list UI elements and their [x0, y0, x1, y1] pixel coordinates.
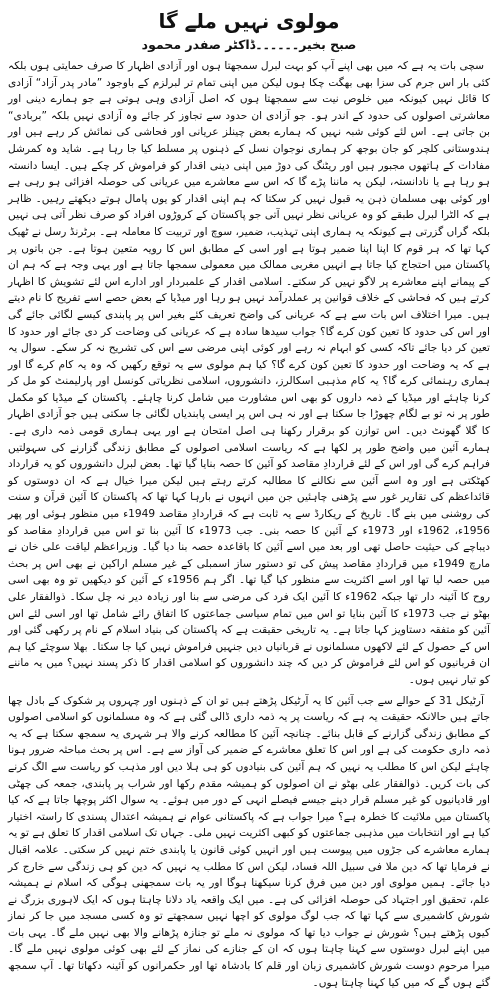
article-byline: صبح بخیر۔۔۔۔۔۔ڈاکٹر صفدر محمود [141, 37, 357, 52]
article-title: مولوی نہیں ملے گا [158, 9, 340, 33]
article-paragraph: آرٹیکل 31 کے حوالے سے جب آئین کا یہ آرٹیکل پڑھتے ہیں تو ان کے ذہنوں اور چہروں پر شکوک کے بادل چھا جاتے ہیں حالانکہ حقیقت یہ ہے کہ ریاست پر یہ ذمہ داری ڈالی گئی ہے کہ وہ مسلمانوں کو اسلامی اصولوں کے مطابق زندگی گزارنے کے قابل بنائے۔ چنانچہ آئین کا مطالعہ کرنے والا ہر شہری یہ سمجھ سکتا ہے کہ یہ ذمہ داری حکومت کی ہے اور اس کا تعلق معاشرے کے ضمیر کی آواز سے ہے۔ اس پر بحث مباحثہ ضرور ہونا چاہئے لیکن اس کا مطلب یہ نہیں کہ ہم آئین کی بنیادوں کو ہی ہلا دیں اور مذہب کو ریاست سے الگ کرنے کی بات کریں۔ ذوالفقار علی بھٹو نے ان اصولوں کو ہمیشہ مقدم رکھا اور شراب پر پابندی، جمعہ کی چھٹی اور قادیانیوں کو غیر مسلم قرار دینے جیسے فیصلے انہی کے دور میں ہوئے۔ یہ سوال اکثر پوچھا جاتا ہے کہ کیا پاکستان میں ملائیت کا خطرہ ہے؟ میرا جواب ہے کہ پاکستانی عوام نے ہمیشہ اعتدال پسندی کا راستہ اختیار کیا ہے اور انتخابات میں مذہبی جماعتوں کو کبھی اکثریت نہیں ملی۔ جہاں تک اسلامی اقدار کا تعلق ہے تو یہ ہمارے معاشرے کی جڑوں میں پیوست ہیں اور انہیں کوئی قانون یا پابندی ختم نہیں کر سکتی۔ علامہ اقبال نے فرمایا تھا کہ دین ملا فی سبیل اللہ فساد، لیکن اس کا مطلب یہ نہیں کہ دین کو ہی زندگی سے خارج کر دیا جائے۔ ہمیں مولوی اور دین میں فرق کرنا سیکھنا ہوگا اور یہ بات سمجھنی ہوگی کہ اسلام نے ہمیشہ علم، تحقیق اور اجتہاد کی حوصلہ افزائی کی ہے۔ میں ایک واقعہ یاد دلانا چاہتا ہوں کہ ایک لاہوری بزرگ نے شورش کاشمیری سے کہا تھا کہ جب لوگ مولوی کو اچھا نہیں سمجھتے تو وہ کسی مسجد میں جا کر نماز کیوں پڑھتے ہیں؟ شورش نے جواب دیا تھا کہ مولوی نہ ملے تو جنازہ پڑھانے والا بھی نہیں ملے گا۔ یہی بات میں اپنے لبرل دوستوں سے کہنا چاہتا ہوں کہ ان کے جنازے کی نماز کے لئے بھی کوئی مولوی نہیں ملے گا۔ میرا مرحوم دوست شورش کاشمیری زبان اور قلم کا بادشاہ تھا اور حکمرانوں کو آئینہ دکھاتا تھا۔ آپ سمجھ گئے ہوں گے کہ میں کیا کہنا چاہتا ہوں۔ [8, 694, 490, 989]
article-paragraph: سچی بات یہ ہے کہ میں بھی اپنے آپ کو بہت لبرل سمجھتا ہوں اور آزادی اظہار کا صرف حمایتی ہوں بلکہ کئی بار اس جرم کی سزا بھی بھگت چکا ہوں لیکن میں اپنی تمام تر لبرلزم کے باوجود ”مادر پدر آزاد“ آزادی کا قائل نہیں کیونکہ میں خلوص نیت سے سمجھتا ہوں کہ اصل آزادی وہی ہوتی ہے جو ہمارے دینی اور معاشرتی اصولوں کی حدود کے اندر ہو۔ جو آزادی ان حدود سے تجاوز کر جائے وہ آزادی نہیں بلکہ ”بربادی“ بن جاتی ہے۔ اس لئے کوئی شبہ نہیں کہ ہمارے بعض چینلز عریانی اور فحاشی کی نمائش کر رہے ہیں اور ہندوستانی کلچر کو جان بوجھ کر ہماری نوجوان نسل کے ذہنوں پر مسلط کیا جا رہا ہے۔ شاید وہ کمرشل مفادات کے ہاتھوں مجبور ہیں اور ریٹنگ کی دوڑ میں اپنی دینی اقدار کو فراموش کر چکے ہیں۔ ایسا دانستہ ہو رہا ہے یا نادانستہ، لیکن یہ ماننا پڑے گا کہ اس سے معاشرے میں عریانی کی حوصلہ افزائی ہو رہی ہے اور کوئی بھی مسلمان ذہن یہ قبول نہیں کر سکتا کہ ہم اپنی اقدار کو یوں پامال ہوتے دیکھتے رہیں۔ ظاہر ہے کہ الٹرا لبرل طبقے کو وہ عریانی نظر نہیں آتی جو پاکستان کے کروڑوں افراد کو صرف نظر آتی ہی نہیں بلکہ گراں گزرتی ہے کیونکہ یہ ہماری اپنی تہذیب، ضمیر، سوچ اور تربیت کا معاملہ ہے۔ برٹرنڈ رسل نے ٹھیک کہا تھا کہ ہر قوم کا اپنا اپنا ضمیر ہوتا ہے اور اسی کے مطابق اس کا رویہ متعین ہوتا ہے۔ جن باتوں پر پاکستان میں احتجاج کیا جاتا ہے انہیں مغربی ممالک میں معمولی سمجھا جاتا ہے اور یہی وجہ ہے کہ ہم ان کے پیمانے اپنے معاشرے پر لاگو نہیں کر سکتے۔ اسلامی اقدار کے علمبردار اور ادارے اس لئے تشویش کا اظہار کرتے ہیں کہ فحاشی کے خلاف قوانین پر عملدرآمد نہیں ہو رہا اور میڈیا کے بعض حصے اسے تفریح کا نام دیتے ہیں۔ میرا اختلاف اس بات سے ہے کہ عریانی کی واضح تعریف کئے بغیر اس پر پابندی کیسے لگائی جائے گی اور اس کی حدود کا تعین کون کرے گا؟ جواب سیدھا سادہ ہے کہ عریانی کی وضاحت کر دی جائے اور حدود کا تعین کر دیا جائے تاکہ کسی کو ابہام نہ رہے اور کوئی اپنی مرضی سے اس کی تشریح نہ کر سکے۔ سوال یہ ہے کہ یہ وضاحت اور حدود کا تعین کون کرے گا؟ کیا ہم مولوی سے یہ توقع رکھیں کہ وہ یہ کام کرے گا اور ہماری رہنمائی کرے گا؟ یہ کام مذہبی اسکالرز، دانشوروں، اسلامی نظریاتی کونسل اور پارلیمنٹ کو مل کر کرنا چاہئے اور میڈیا کے ذمہ داروں کو بھی اس مشاورت میں شامل کرنا چاہئے۔ پاکستان کے میڈیا کو مکمل طور پر نہ تو بے لگام چھوڑا جا سکتا ہے اور نہ ہی اس پر ایسی پابندیاں لگائی جا سکتی ہیں جو آزادی اظہار کا گلا گھونٹ دیں۔ اس توازن کو برقرار رکھنا ہی اصل امتحان ہے اور یہی ہماری قومی ذمہ داری ہے۔ ہمارے آئین میں واضح طور پر لکھا ہے کہ ریاست اسلامی اصولوں کے مطابق زندگی گزارنے کی سہولتیں فراہم کرے گی اور اس کے لئے قراردادِ مقاصد کو آئین کا حصہ بنایا گیا تھا۔ بعض لبرل دانشوروں کو یہ قرارداد کھٹکتی ہے اور وہ اسے آئین سے نکالنے کا مطالبہ کرتے رہتے ہیں لیکن میرا خیال ہے کہ ان دوستوں کو قائداعظم کی تقاریر غور سے پڑھنی چاہئیں جن میں انہوں نے بارہا کہا تھا کہ پاکستان کا آئین قرآن و سنت کی روشنی میں بنے گا۔ تاریخ کے ریکارڈ سے یہ ثابت ہے کہ قراردادِ مقاصد 1949ء میں منظور ہوئی اور پھر 1956ء، 1962ء اور 1973ء کے آئین کا حصہ بنی۔ جب 1973ء کا آئین بنا تو اس میں قراردادِ مقاصد کو دیباچے کی حیثیت حاصل تھی اور بعد میں اسے آئین کا باقاعدہ حصہ بنا دیا گیا۔ وزیراعظم لیاقت علی خان نے مارچ 1949ء میں قراردادِ مقاصد پیش کی تو دستور ساز اسمبلی کے غیر مسلم اراکین نے بھی اس پر بحث میں حصہ لیا تھا اور اسے اکثریت سے منظور کیا گیا تھا۔ اگر ہم 1956ء کے آئین کو دیکھیں تو وہ بھی اسی روح کا آئینہ دار تھا جبکہ 1962ء کا آئین ایک فرد کی مرضی سے بنا اور زیادہ دیر نہ چل سکا۔ ذوالفقار علی بھٹو نے جب 1973ء کا آئین بنایا تو اس میں تمام سیاسی جماعتوں کا اتفاق رائے شامل تھا اور اسی لئے اس آئین کو متفقہ دستاویز کہا جاتا ہے۔ یہ تاریخی حقیقت ہے کہ پاکستان کی بنیاد اسلام کے نام پر رکھی گئی اور اس کے حصول کے لئے لاکھوں مسلمانوں نے قربانیاں دیں جنہیں فراموش نہیں کیا جا سکتا۔ بھلا سوچئے کیا ہم ان قربانیوں کو اس لئے فراموش کر دیں کہ چند دانشوروں کو اسلامی اقدار کا ذکر پسند نہیں؟ میں یہ ماننے کو تیار نہیں ہوں۔ [8, 60, 491, 686]
article-body [8, 58, 490, 991]
